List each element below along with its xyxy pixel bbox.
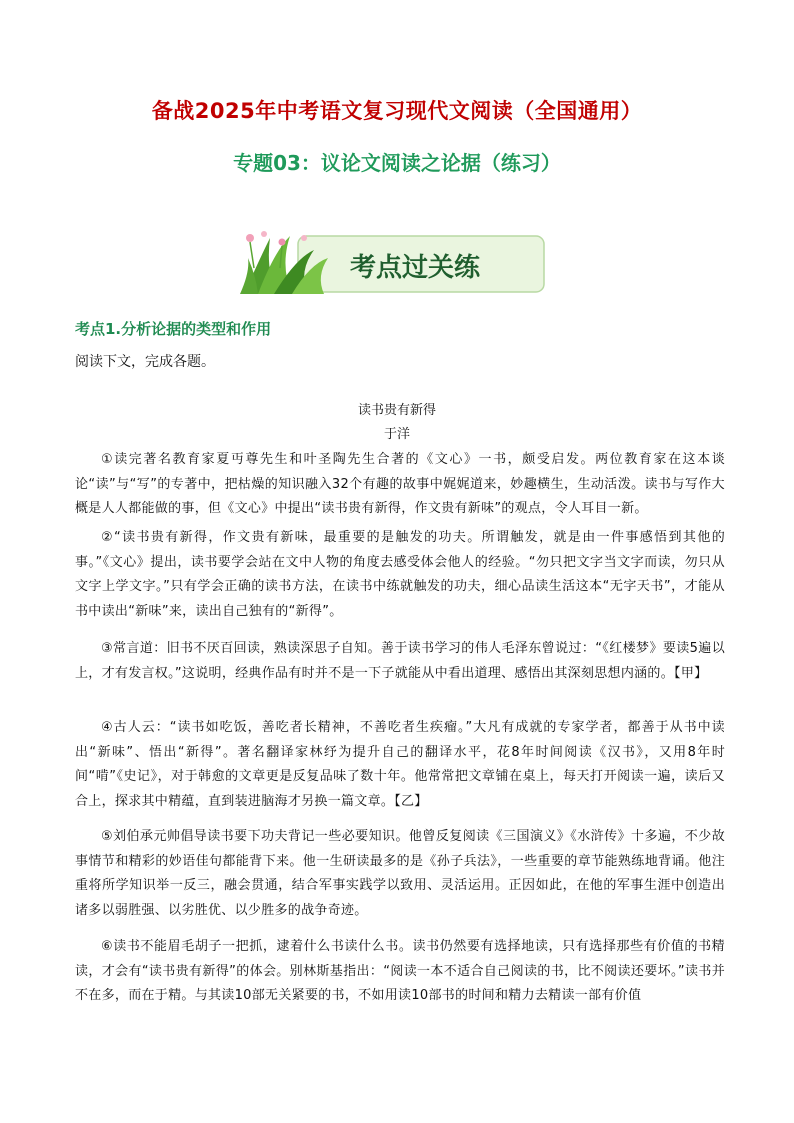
banner-graphic	[240, 228, 550, 298]
essay-title: 读书贵有新得	[357, 403, 436, 418]
document-subtitle: 专题03：议论文阅读之论据（练习）	[233, 151, 561, 175]
essay-author: 于洋	[383, 427, 410, 442]
document-title: 备战2025年中考语文复习现代文阅读（全国通用）	[151, 99, 643, 123]
essay-paragraph: ②“读书贵有新得，作文贵有新味，最重要的是触发的功夫。所谓触发，就是由一件事感悟到其他的事。”《文心》提出，读书要学会站在文中人物的角度去感受体会他人的经验。“勿只把文字当文字而读，勿只从文字上学文字。”只有学会正确的读书方法，在读书中练就触发的功夫，细心品读生活这本“无字天书”，才能从书中读出“新味”来，读出自己独有的“新得”。	[75, 530, 725, 619]
essay-paragraph: ⑤刘伯承元帅倡导读书要下功夫背记一些必要知识。他曾反复阅读《三国演义》《水浒传》十多遍，不少故事情节和精彩的妙语佳句都能背下来。他一生研读最多的是《孙子兵法》，一些重要的章节能熟练地背诵。他注重将所学知识举一反三，融会贯通，结合军事实践学以致用、灵活运用。正因如此，在他的军事生涯中创造出诸多以弱胜强、以劣胜优、以少胜多的战争奇迹。	[75, 829, 725, 918]
section-banner	[240, 228, 550, 298]
banner-label: 考点过关练	[349, 253, 481, 283]
essay-paragraph: ④古人云：“读书如吃饭，善吃者长精神，不善吃者生疾瘤。”大凡有成就的专家学者，都善于从书中读出“新味”、悟出“新得”。著名翻译家林纾为提升自己的翻译水平，花8年时间阅读《汉书》，又用8年时间“啃”《史记》，对于韩愈的文章更是反复品味了数十年。他常常把文章铺在桌上，每天打开阅读一遍，读后又合上，探求其中精蕴，直到装进脑海才另换一篇文章。【乙】	[75, 720, 725, 809]
section-title: 考点1.分析论据的类型和作用	[75, 320, 272, 338]
essay-paragraph: ①读完著名教育家夏丏尊先生和叶圣陶先生合著的《文心》一书，颇受启发。两位教育家在这本谈论“读”与“写”的专著中，把枯燥的知识融入32个有趣的故事中娓娓道来，妙趣横生，生动活泼。读书与写作大概是人人都能做的事，但《文心》中提出“读书贵有新得，作文贵有新味”的观点，令人耳目一新。	[75, 452, 725, 516]
essay-paragraph: ③常言道：旧书不厌百回读，熟读深思子自知。善于读书学习的伟人毛泽东曾说过：“《红楼梦》要读5遍以上，才有发言权。”这说明，经典作品有时并不是一下子就能从中看出道理、感悟出其深刻思想内涵的。【甲】	[75, 641, 725, 681]
essay-paragraph: ⑥读书不能眉毛胡子一把抓，逮着什么书读什么书。读书仍然要有选择地读，只有选择那些有价值的书精读，才会有“读书贵有新得”的体会。别林斯基指出：“阅读一本不适合自己阅读的书，比不阅读还要坏。”读书并不在多，而在于精。与其读10部无关紧要的书，不如用读10部书的时间和精力去精读一部有价值	[75, 939, 725, 1003]
reading-instruction: 阅读下文，完成各题。	[75, 354, 215, 370]
